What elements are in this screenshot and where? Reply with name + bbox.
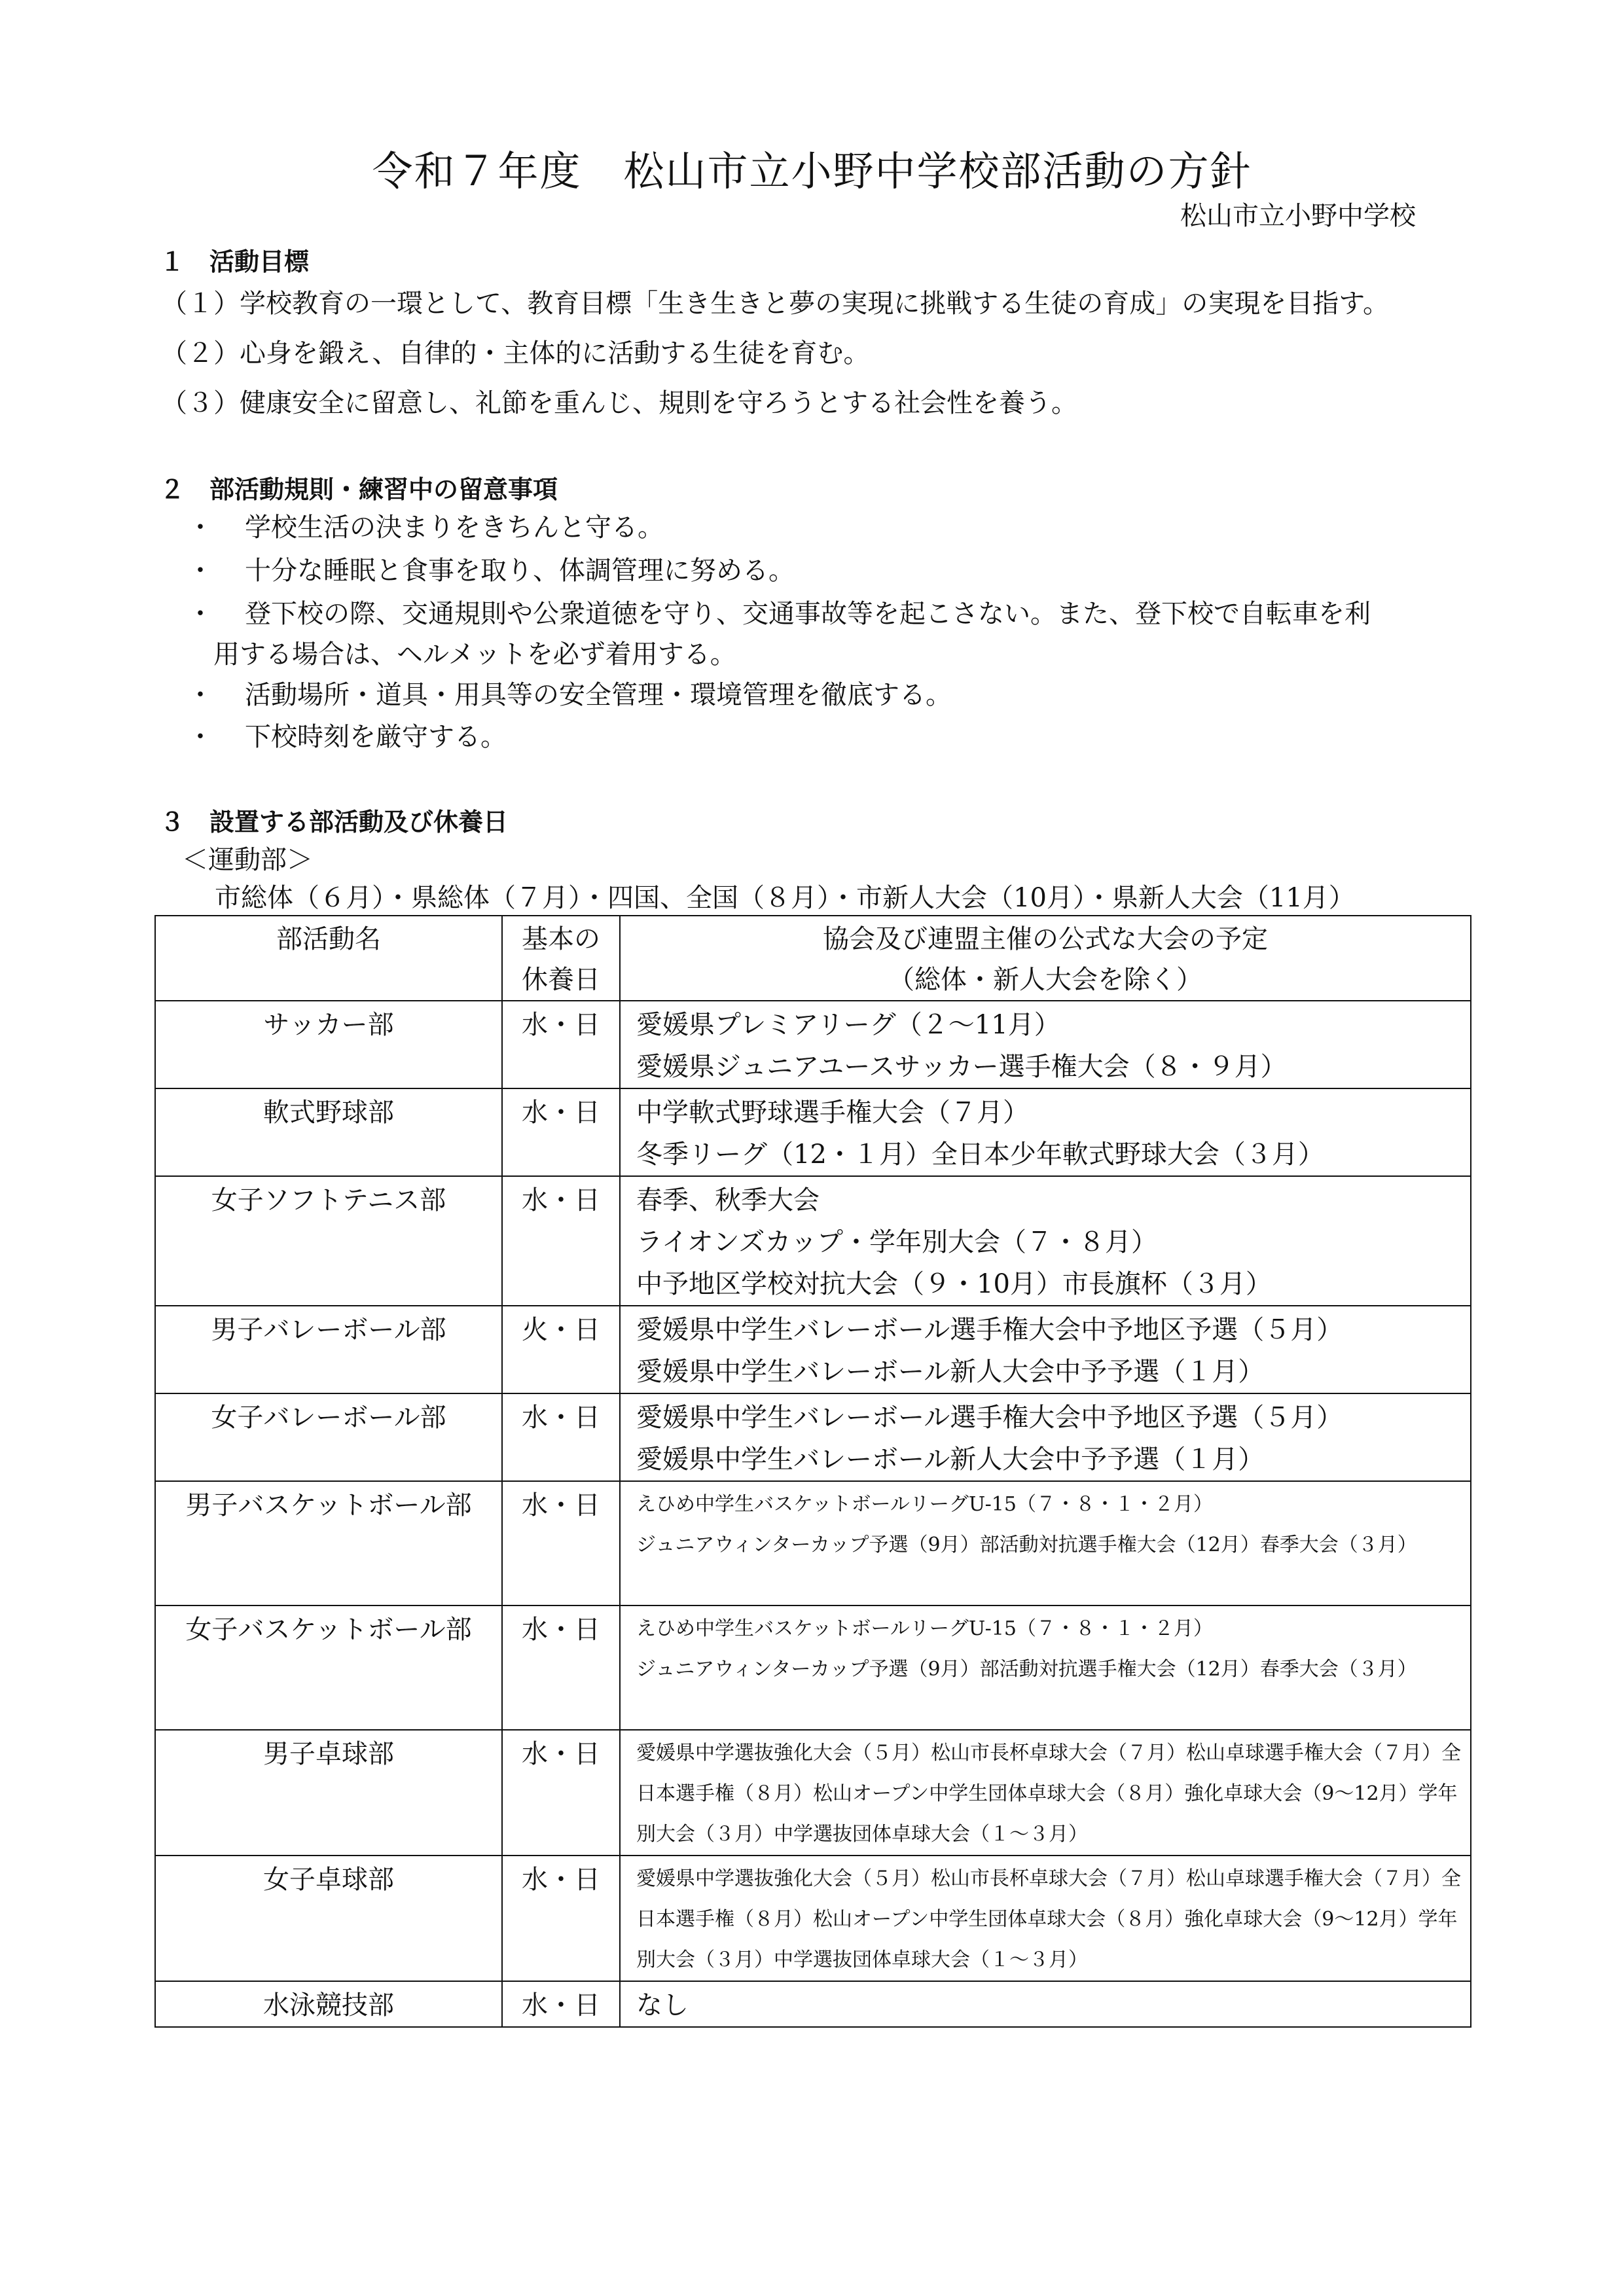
- rest-day-cell: [502, 1001, 620, 1088]
- table-row: [155, 1481, 1471, 1605]
- events-cell: [620, 1481, 1471, 1605]
- rest-day-cell: [502, 1481, 620, 1605]
- section-3-heading: ３ 設置する部活動及び休養日: [160, 808, 509, 836]
- events-cell: [620, 1176, 1471, 1306]
- event-line: ジュニアウィンターカップ予選（9月）部活動対抗選手権大会（12月）春季大会（３月）: [636, 1534, 1417, 1556]
- rule-text: 活動場所・道具・用具等の安全管理・環境管理を徹底する。: [245, 680, 952, 710]
- club-name-cell: [155, 1856, 502, 1981]
- rest-day-cell: [502, 1088, 620, 1176]
- events-cell: [620, 1001, 1471, 1088]
- table-row: [155, 1730, 1471, 1856]
- table-row: [155, 1176, 1471, 1306]
- events-cell: [620, 1856, 1471, 1981]
- bullet-mark: ・: [187, 680, 213, 710]
- rest-day-cell: [502, 1605, 620, 1730]
- section-2-heading: ２ 部活動規則・練習中の留意事項: [160, 475, 558, 504]
- rule-text: 十分な睡眠と食事を取り、体調管理に努める。: [245, 556, 795, 586]
- event-line: 冬季リーグ（12・１月）全日本少年軟式野球大会（３月）: [636, 1139, 1324, 1170]
- header-rest-line-2: 休養日: [522, 965, 600, 995]
- event-line: ライオンズカップ・学年別大会（７・８月）: [636, 1227, 1157, 1257]
- rule-text: 学校生活の決まりをきちんと守る。: [245, 512, 664, 543]
- rule-continuation: 用する場合は、ヘルメットを必ず着用する。: [213, 639, 736, 670]
- club-name-cell: [155, 1001, 502, 1088]
- sports-clubs-subheading: ＜運動部＞: [182, 845, 313, 875]
- event-line: 春季、秋季大会: [636, 1185, 820, 1215]
- events-cell: [620, 1981, 1471, 2027]
- table-row: [155, 1981, 1471, 2027]
- club-name: サッカー部: [263, 1010, 394, 1040]
- rest-day: 水・日: [522, 1185, 600, 1215]
- section-1-heading: １ 活動目標: [160, 247, 310, 276]
- club-name: 男子バレーボール部: [211, 1315, 446, 1345]
- rest-day-cell: [502, 1393, 620, 1481]
- club-name: 水泳競技部: [263, 1990, 394, 2020]
- goal-item-3: （３）健康安全に留意し、礼節を重んじ、規則を守ろうとする社会性を養う。: [161, 388, 1077, 418]
- rest-day: 水・日: [522, 1990, 600, 2020]
- rest-day-cell: [502, 1306, 620, 1393]
- bullet-mark: ・: [187, 722, 213, 752]
- table-row: [155, 1001, 1471, 1088]
- rest-day: 水・日: [522, 1739, 600, 1769]
- club-name: 女子卓球部: [263, 1865, 394, 1895]
- rest-day: 水・日: [522, 1865, 600, 1895]
- event-line: 愛媛県中学生バレーボール新人大会中予予選（１月）: [636, 1357, 1265, 1387]
- rest-day: 水・日: [522, 1403, 600, 1433]
- event-line: 愛媛県プレミアリーグ（２～11月）: [636, 1010, 1060, 1040]
- table-row: [155, 1306, 1471, 1393]
- events-cell: [620, 1730, 1471, 1856]
- club-name-cell: [155, 1088, 502, 1176]
- bullet-mark: ・: [187, 599, 213, 629]
- club-name-cell: [155, 1176, 502, 1306]
- event-line: なし: [636, 1990, 689, 2020]
- header-events: [620, 916, 1471, 1001]
- page-title: 令和７年度 松山市立小野中学校部活動の方針: [372, 147, 1252, 195]
- club-name: 軟式野球部: [263, 1098, 394, 1128]
- rule-text: 登下校の際、交通規則や公衆道徳を守り、交通事故等を起こさない。また、登下校で自転車を利: [245, 599, 1371, 629]
- school-name: 松山市立小野中学校: [1180, 201, 1416, 231]
- event-line: えひめ中学生バスケットボールリーグU-15（７・８・１・２月）: [636, 1493, 1213, 1516]
- rest-day: 水・日: [522, 1098, 600, 1128]
- rest-day-cell: [502, 1856, 620, 1981]
- rule-item: [187, 507, 1470, 548]
- rest-day: 水・日: [522, 1010, 600, 1040]
- event-line: 愛媛県中学生バレーボール選手権大会中予地区予選（５月）: [636, 1403, 1343, 1433]
- bullet-mark: ・: [187, 556, 213, 586]
- header-club-name: [155, 916, 502, 1001]
- events-cell: [620, 1088, 1471, 1176]
- event-line: えひめ中学生バスケットボールリーグU-15（７・８・１・２月）: [636, 1617, 1213, 1640]
- table-row: [155, 1088, 1471, 1176]
- club-name-cell: [155, 1393, 502, 1481]
- rest-day-cell: [502, 1730, 620, 1856]
- goal-item-1: （１）学校教育の一環として、教育目標「生き生きと夢の実現に挑戦する生徒の育成」の実現を目指す。: [161, 289, 1389, 319]
- clubs-table: [154, 915, 1471, 2028]
- bullet-mark: ・: [187, 512, 213, 543]
- rule-text: 下校時刻を厳守する。: [245, 722, 507, 752]
- header-events-line-1: 協会及び連盟主催の公式な大会の予定: [823, 924, 1268, 954]
- header-club-label: 部活動名: [276, 924, 381, 954]
- club-name-cell: [155, 1605, 502, 1730]
- events-cell: [620, 1306, 1471, 1393]
- event-line: 愛媛県中学選抜強化大会（５月）松山市長杯卓球大会（７月）松山卓球選手権大会（７月）全日本選手権（８月）松山オープン中学生団体卓球大会（８月）強化卓球大会（9～12月）学年別大会（３月）中学選抜団体卓球大会（１～３月）: [636, 1867, 1461, 1971]
- table-row: [155, 1605, 1471, 1730]
- header-rest-day: [502, 916, 620, 1001]
- rest-day: 水・日: [522, 1615, 600, 1645]
- club-name-cell: [155, 1306, 502, 1393]
- club-name: 女子バレーボール部: [211, 1403, 446, 1433]
- rest-day-cell: [502, 1981, 620, 2027]
- event-line: 愛媛県中学選抜強化大会（５月）松山市長杯卓球大会（７月）松山卓球選手権大会（７月）全日本選手権（８月）松山オープン中学生団体卓球大会（８月）強化卓球大会（9～12月）学年別大会（３月）中学選抜団体卓球大会（１～３月）: [636, 1742, 1461, 1846]
- rule-item: [187, 716, 1470, 758]
- table-row: [155, 1393, 1471, 1481]
- events-cell: [620, 1393, 1471, 1481]
- header-events-line-2: （総体・新人大会を除く）: [888, 965, 1202, 995]
- event-line: ジュニアウィンターカップ予選（9月）部活動対抗選手権大会（12月）春季大会（３月）: [636, 1658, 1417, 1681]
- rule-item: [187, 674, 1470, 716]
- rule-item: [187, 593, 1470, 635]
- rest-day: 火・日: [522, 1315, 600, 1345]
- rest-day: 水・日: [522, 1490, 600, 1520]
- event-line: 愛媛県ジュニアユースサッカー選手権大会（８・９月）: [636, 1052, 1287, 1082]
- table-header-row: [155, 916, 1471, 1001]
- club-name: 女子ソフトテニス部: [211, 1185, 446, 1215]
- club-name: 女子バスケットボール部: [185, 1615, 472, 1645]
- club-name-cell: [155, 1481, 502, 1605]
- header-rest-line-1: 基本の: [522, 924, 600, 954]
- rule-item: [187, 550, 1470, 592]
- event-line: 愛媛県中学生バレーボール選手権大会中予地区予選（５月）: [636, 1315, 1343, 1345]
- event-line: 中学軟式野球選手権大会（７月）: [636, 1098, 1029, 1128]
- club-name-cell: [155, 1730, 502, 1856]
- rest-day-cell: [502, 1176, 620, 1306]
- goal-item-2: （２）心身を鍛え、自律的・主体的に活動する生徒を育む。: [161, 338, 870, 368]
- event-line: 中予地区学校対抗大会（９・10月）市長旗杯（３月）: [636, 1269, 1272, 1299]
- club-name: 男子卓球部: [263, 1739, 394, 1769]
- club-name-cell: [155, 1981, 502, 2027]
- events-cell: [620, 1605, 1471, 1730]
- tournament-schedule: 市総体（６月）・県総体（７月）・四国、全国（８月）・市新人大会（10月）・県新人大会（11月）: [215, 883, 1355, 913]
- table-row: [155, 1856, 1471, 1981]
- club-name: 男子バスケットボール部: [185, 1490, 472, 1520]
- event-line: 愛媛県中学生バレーボール新人大会中予予選（１月）: [636, 1444, 1265, 1475]
